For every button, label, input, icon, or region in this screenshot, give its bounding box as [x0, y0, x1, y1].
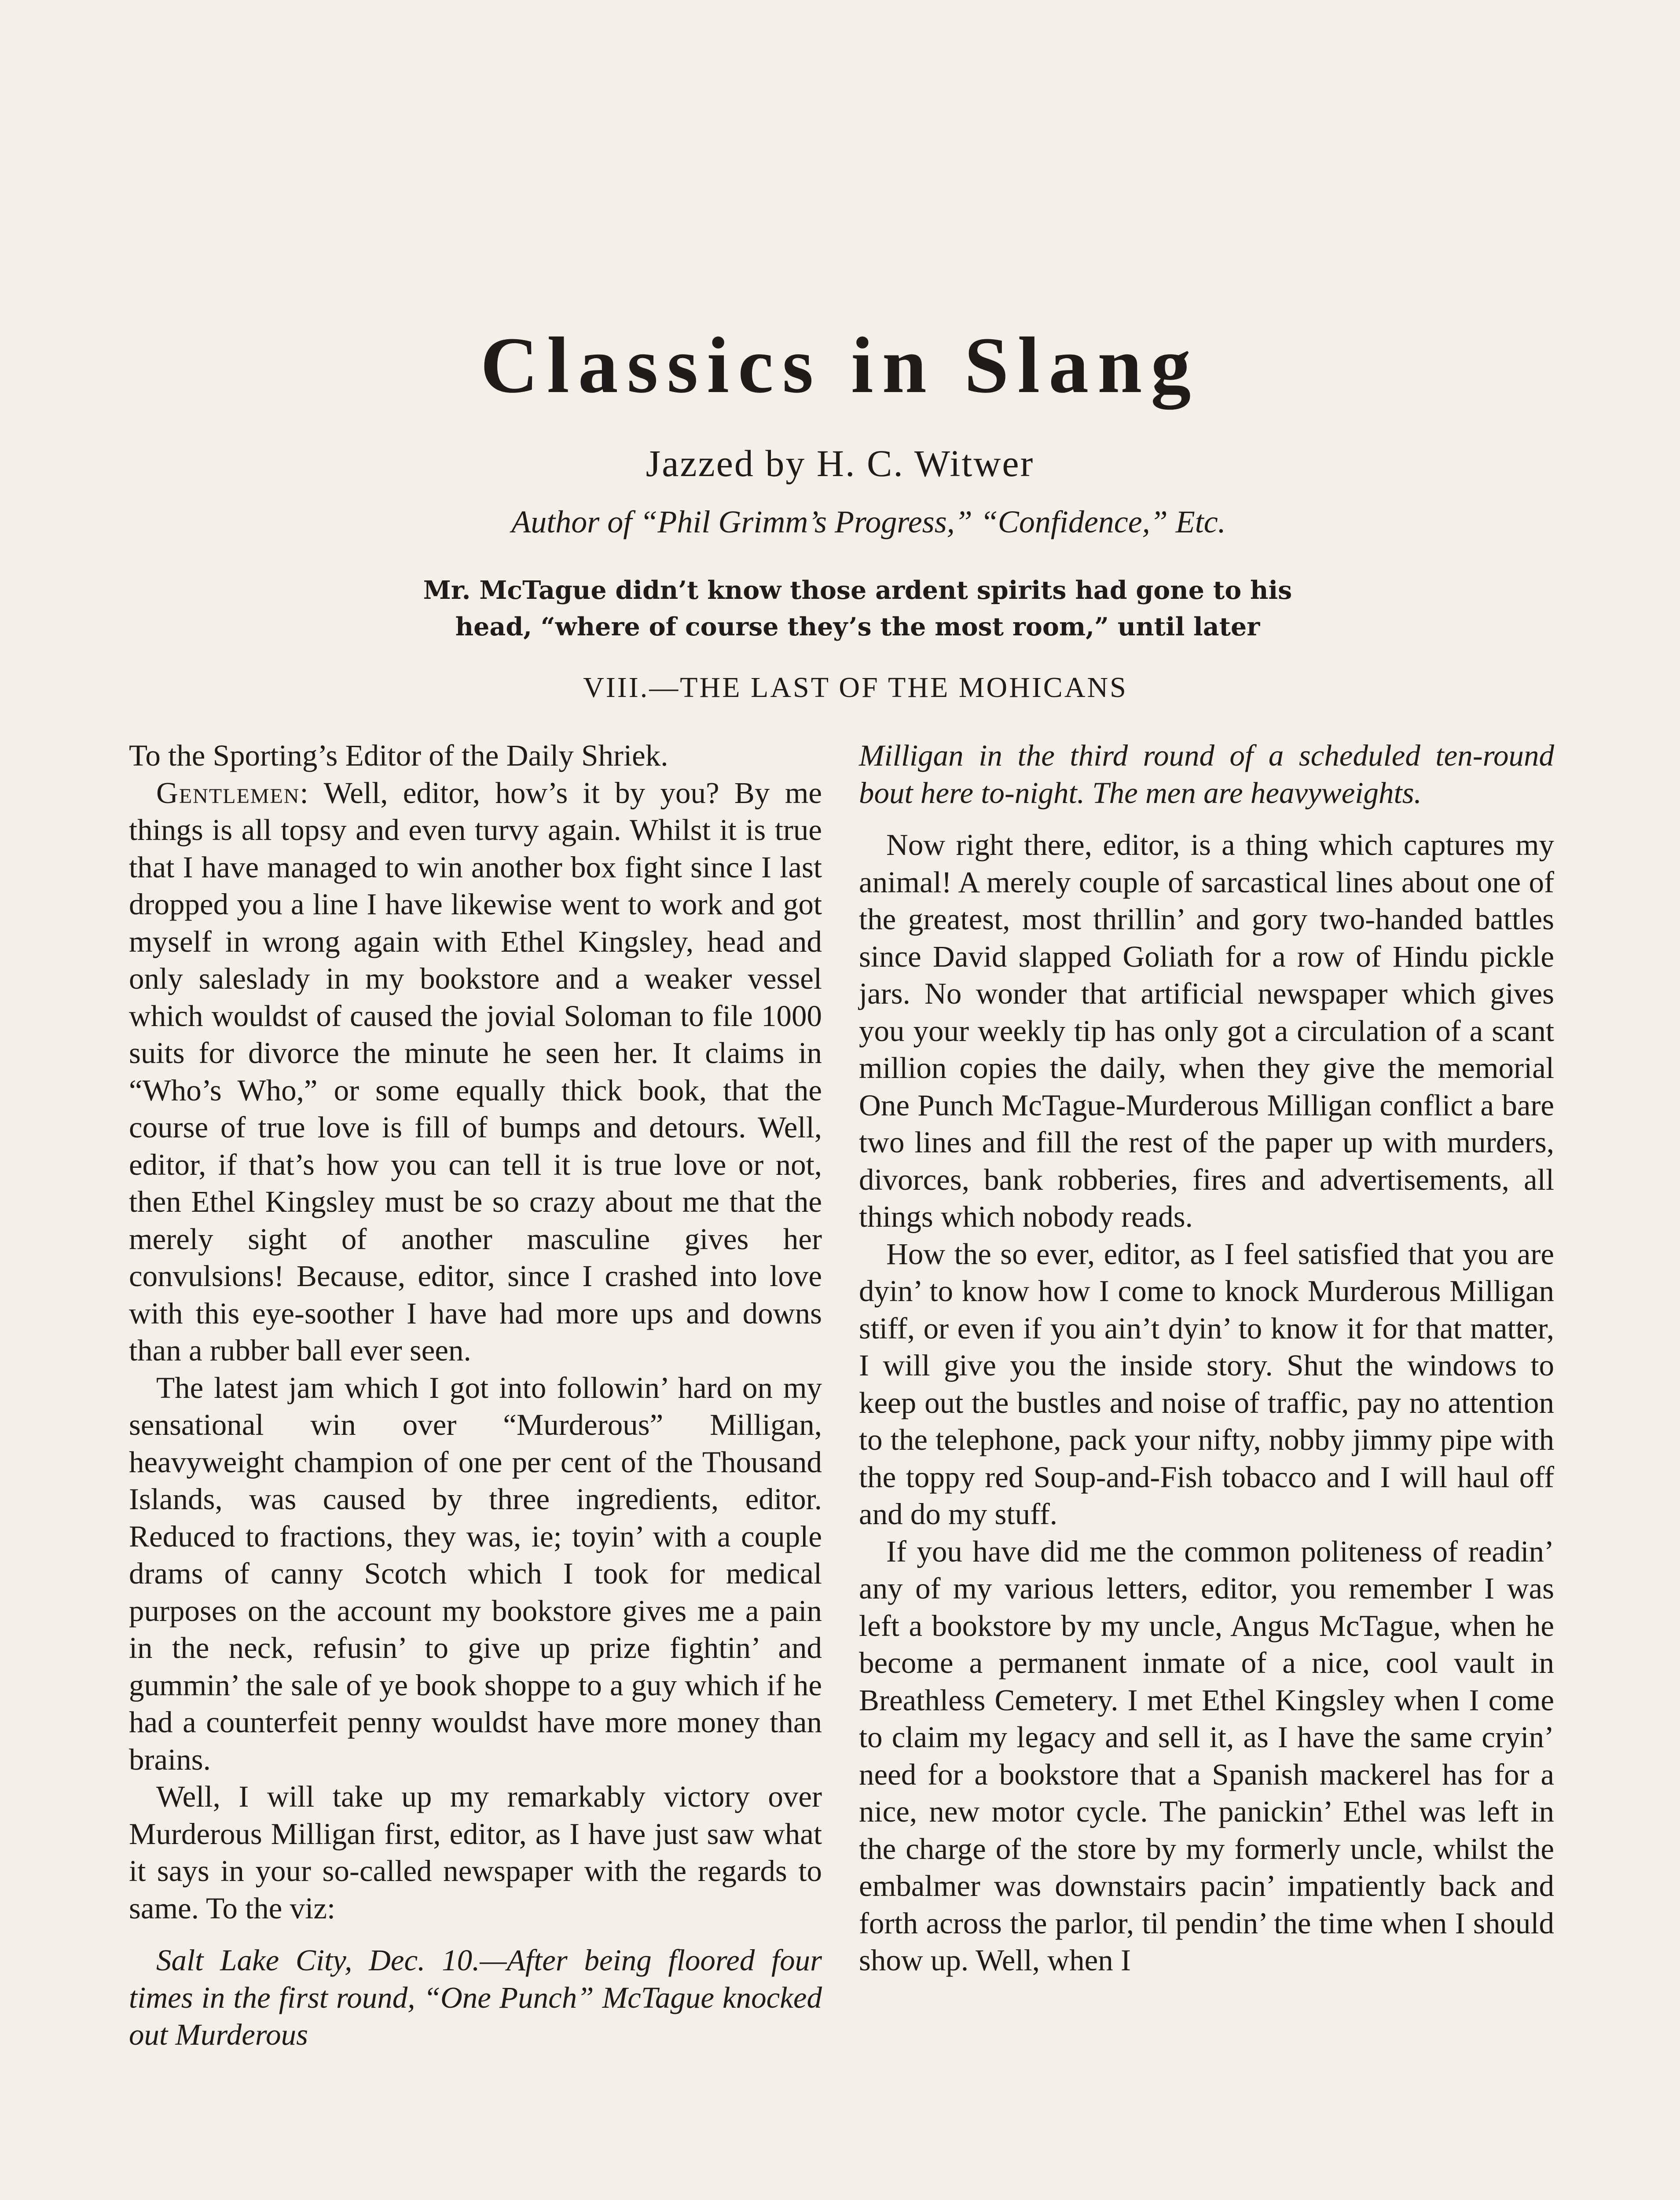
salutation: To the Sporting’s Editor of the Daily Shriek. [129, 739, 668, 772]
chapter-heading: VIII.—THE LAST OF THE MOHICANS [583, 671, 1128, 704]
paragraph-1 [129, 774, 822, 1369]
teaser [0, 572, 1680, 645]
teaser-line-2: head, “where of course they’s the most room,” until later [455, 612, 1260, 642]
news-dispatch-continued: Milligan in the third round of a scheduled ten-round bout here to-night. The men are heavyweights. [859, 739, 1554, 810]
teaser-line-1: Mr. McTague didn’t know those ardent spirits had gone to his [423, 576, 1292, 605]
news-dispatch: Salt Lake City, Dec. 10.—After being floored four times in the first round, “One Punch” McTague knocked out Murderous [129, 1943, 822, 2051]
paragraph-6: If you have did me the common politeness of readin’ any of my various letters, editor, you remember I was left a bookstore by my uncle, Angus McTague, when he become a permanent inmate of a nice, cool vault in Breathless Cemetery. I met Ethel Kingsley when I come to claim my legacy and sell it, as I have the same cryin’ need for a bookstore that a Spanish mackerel has for a nice, new motor cycle. The panickin’ Ethel was left in the charge of the store by my formerly uncle, whilst the embalmer was downstairs pacin’ impatiently back and forth across the parlor, til pendin’ the time when I should show up. Well, when I [859, 1534, 1554, 1977]
gentlemen-label: Gentlemen: [156, 776, 309, 810]
author-credits: Author of “Phil Grimm’s Progress,” “Confidence,” Etc. [511, 504, 1226, 539]
right-column [859, 737, 1554, 1979]
paragraph-2: The latest jam which I got into followin’ hard on my sensational win over “Murderous” Milligan, heavyweight champion of one per cent of the Thousand Islands, was caused by three ingredients, editor. Reduced to fractions, they was, ie; toyin’ with a couple drams of canny Scotch which I took for medical purposes on the account my bookstore gives me a pain in the neck, refusin’ to give up prize fightin’ and gummin’ the sale of ye book shoppe to a guy which if he had a counterfeit penny wouldst have more money than brains. [129, 1371, 822, 1776]
byline: Jazzed by H. C. Witwer [646, 442, 1034, 484]
paragraph-1-text: Well, editor, how’s it by you? By me things is all topsy and even turvy again. Whilst it is true that I have managed to win another box fight since I last dropped you a line I have likewise went to work and got myself in wrong again with Ethel Kingsley, head and only saleslady in my bookstore and a weaker vessel which wouldst of caused the jovial Soloman to file 1000 suits for divorce the minute he seen her. It claims in “Who’s Who,” or some equally thick book, that the course of true love is fill of bumps and detours. Well, editor, if that’s how you can tell it is true love or not, then Ethel Kingsley must be so crazy about me that the merely sight of another masculine gives her convulsions! Because, editor, since I crashed into love with this eye-soother I have had more ups and downs than a rubber ball ever seen. [129, 776, 822, 1367]
paragraph-5: How the so ever, editor, as I feel satisfied that you are dyin’ to know how I come to knock Murderous Milligan stiff, or even if you ain’t dyin’ to know it for that matter, I will give you the inside story. Shut the windows to keep out the bustles and noise of traffic, pay no attention to the telephone, pack your nifty, nobby jimmy pipe with the toppy red Soup-and-Fish tobacco and I will haul off and do my stuff. [859, 1237, 1554, 1531]
paragraph-4: Now right there, editor, is a thing which captures my animal! A merely couple of sarcastical lines about one of the greatest, most thrillin’ and gory two-handed battles since David slapped Goliath for a row of Hindu pickle jars. No wonder that artificial newspaper which gives you your weekly tip has only got a circulation of a scant million copies the daily, when they give the memorial One Punch McTague-Murderous Milligan conflict a bare two lines and fill the rest of the paper up with murders, divorces, bank robberies, fires and advertisements, all things which nobody reads. [859, 828, 1554, 1233]
left-column [129, 737, 822, 2053]
article-title: Classics in Slang [480, 321, 1200, 410]
paragraph-3: Well, I will take up my remarkably victory over Murderous Milligan first, editor, as I have just saw what it says in your so-called newspaper with the regards to same. To the viz: [129, 1780, 822, 1925]
